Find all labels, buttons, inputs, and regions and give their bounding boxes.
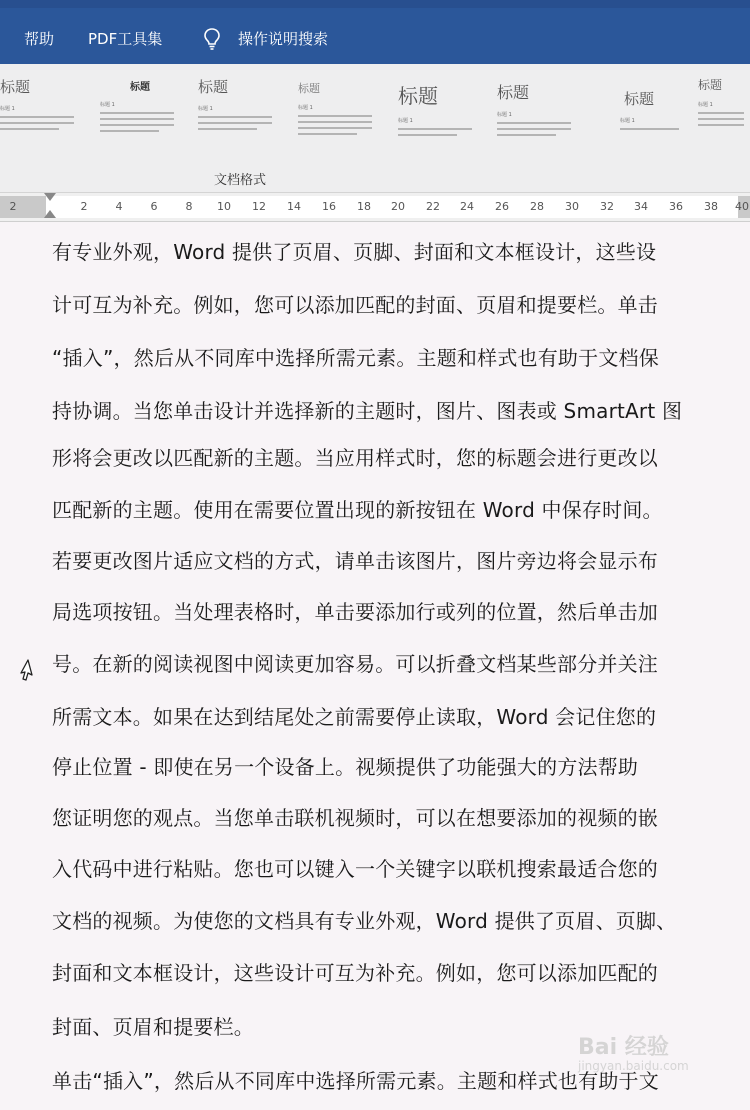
style-thumbnail-title: 标题 — [198, 78, 229, 96]
watermark-url: jingyan.baidu.com — [578, 1059, 689, 1073]
style-thumbnail[interactable] — [0, 70, 84, 158]
style-thumbnail[interactable] — [198, 70, 282, 158]
style-group-label: 文档格式 — [214, 173, 267, 188]
document-line[interactable]: 匹配新的主题。使用在需要位置出现的新按钮在 Word 中保存时间。 — [52, 498, 663, 522]
ruler-tick: 36 — [669, 200, 683, 213]
style-thumbnail-title: 标题 — [0, 78, 31, 96]
ruler-tick: 18 — [357, 200, 371, 213]
lightbulb-icon[interactable] — [203, 27, 221, 51]
title-bar-edge — [0, 0, 750, 8]
style-thumbnail-subtitle: 标题 1 — [100, 102, 115, 108]
style-thumbnail-subtitle: 标题 1 — [198, 106, 213, 112]
style-thumbnail-subtitle: 标题 1 — [398, 118, 413, 124]
mouse-pointer-icon — [18, 658, 36, 682]
horizontal-ruler[interactable] — [0, 193, 750, 222]
document-line[interactable]: 您证明您的观点。当您单击联机视频时，可以在想要添加的视频的嵌 — [52, 806, 658, 830]
ruler-tick: 24 — [460, 200, 474, 213]
style-thumbnail-title: 标题 — [624, 90, 655, 108]
style-thumbnail-subtitle: 标题 1 — [298, 105, 313, 111]
ribbon-tab-bar — [0, 0, 750, 64]
ruler-tick: 20 — [391, 200, 405, 213]
style-thumbnail[interactable] — [398, 70, 482, 158]
document-line[interactable]: 若要更改图片适应文档的方式，请单击该图片，图片旁边将会显示布 — [52, 549, 658, 573]
ruler-tick: 38 — [704, 200, 718, 213]
document-line[interactable]: 停止位置 - 即使在另一个设备上。视频提供了功能强大的方法帮助 — [52, 755, 639, 779]
style-thumbnail-title: 标题 — [298, 82, 320, 95]
document-line[interactable]: 封面和文本框设计，这些设计可互为补充。例如，您可以添加匹配的 — [52, 961, 658, 985]
document-line[interactable]: 封面、页眉和提要栏。 — [52, 1015, 254, 1039]
ruler-tick: 22 — [426, 200, 440, 213]
ruler-tick: 28 — [530, 200, 544, 213]
tab-help[interactable]: 帮助 — [24, 30, 55, 48]
style-thumbnail[interactable] — [100, 70, 184, 158]
ruler-tick: 4 — [115, 200, 123, 213]
ruler-tick: 26 — [495, 200, 509, 213]
document-line[interactable]: 持协调。当您单击设计并选择新的主题时，图片、图表或 SmartArt 图 — [52, 399, 683, 423]
ruler-tick: 2 — [80, 200, 88, 213]
watermark-text: Bai 经验 — [578, 1035, 669, 1060]
document-line[interactable]: 号。在新的阅读视图中阅读更加容易。可以折叠文档某些部分并关注 — [52, 652, 658, 676]
ruler-tick: 12 — [252, 200, 266, 213]
document-line[interactable]: 有专业外观，Word 提供了页眉、页脚、封面和文本框设计，这些设 — [52, 240, 657, 264]
hanging-indent-marker[interactable] — [44, 210, 56, 218]
ruler-tick: 34 — [634, 200, 648, 213]
style-thumbnail-title: 标题 — [497, 83, 530, 102]
document-line[interactable]: 单击“插入”，然后从不同库中选择所需元素。主题和样式也有助于文 — [52, 1069, 659, 1093]
style-thumbnail[interactable] — [698, 70, 750, 158]
document-line[interactable]: 形将会更改以匹配新的主题。当应用样式时，您的标题会进行更改以 — [52, 446, 658, 470]
document-line[interactable]: 入代码中进行粘贴。您也可以键入一个关键字以联机搜索最适合您的 — [52, 857, 658, 881]
style-thumbnail[interactable] — [600, 70, 684, 158]
style-thumbnail-subtitle: 标题 1 — [698, 102, 713, 108]
tell-me-search[interactable]: 操作说明搜索 — [238, 30, 329, 48]
baidu-jingyan-watermark — [578, 1030, 689, 1073]
style-thumbnail-subtitle: 标题 1 — [620, 118, 635, 124]
style-thumbnail-subtitle: 标题 1 — [0, 106, 15, 112]
style-thumbnail[interactable] — [497, 70, 581, 158]
ruler-tick: 10 — [217, 200, 231, 213]
ruler-tick: 40 — [735, 200, 749, 213]
first-line-indent-marker[interactable] — [44, 193, 56, 201]
document-line[interactable]: 所需文本。如果在达到结尾处之前需要停止读取，Word 会记住您的 — [52, 705, 657, 729]
document-line[interactable]: 文档的视频。为使您的文档具有专业外观，Word 提供了页眉、页脚、 — [52, 909, 677, 933]
ruler-tick: 14 — [287, 200, 301, 213]
ruler-tick: 6 — [150, 200, 158, 213]
document-line[interactable]: “插入”，然后从不同库中选择所需元素。主题和样式也有助于文档保 — [52, 346, 659, 370]
ruler-tick: 8 — [185, 200, 193, 213]
ruler-tick: 32 — [600, 200, 614, 213]
document-page[interactable] — [0, 222, 750, 1110]
style-thumbnail-subtitle: 标题 1 — [497, 112, 512, 118]
document-line[interactable]: 计可互为补充。例如，您可以添加匹配的封面、页眉和提要栏。单击 — [52, 293, 658, 317]
ruler-tick: 16 — [322, 200, 336, 213]
document-line[interactable]: 局选项按钮。当处理表格时，单击要添加行或列的位置，然后单击加 — [52, 600, 658, 624]
style-thumbnail[interactable] — [298, 70, 382, 158]
ruler-tick: 2 — [9, 200, 17, 213]
style-group-label-bar — [0, 164, 750, 193]
ruler-tick: 30 — [565, 200, 579, 213]
tab-pdf-tools[interactable]: PDF工具集 — [88, 30, 163, 48]
style-thumbnail-title: 标题 — [130, 82, 150, 93]
style-gallery — [0, 64, 750, 165]
style-thumbnail-title: 标题 — [398, 84, 438, 108]
style-thumbnail-title: 标题 — [698, 78, 723, 92]
